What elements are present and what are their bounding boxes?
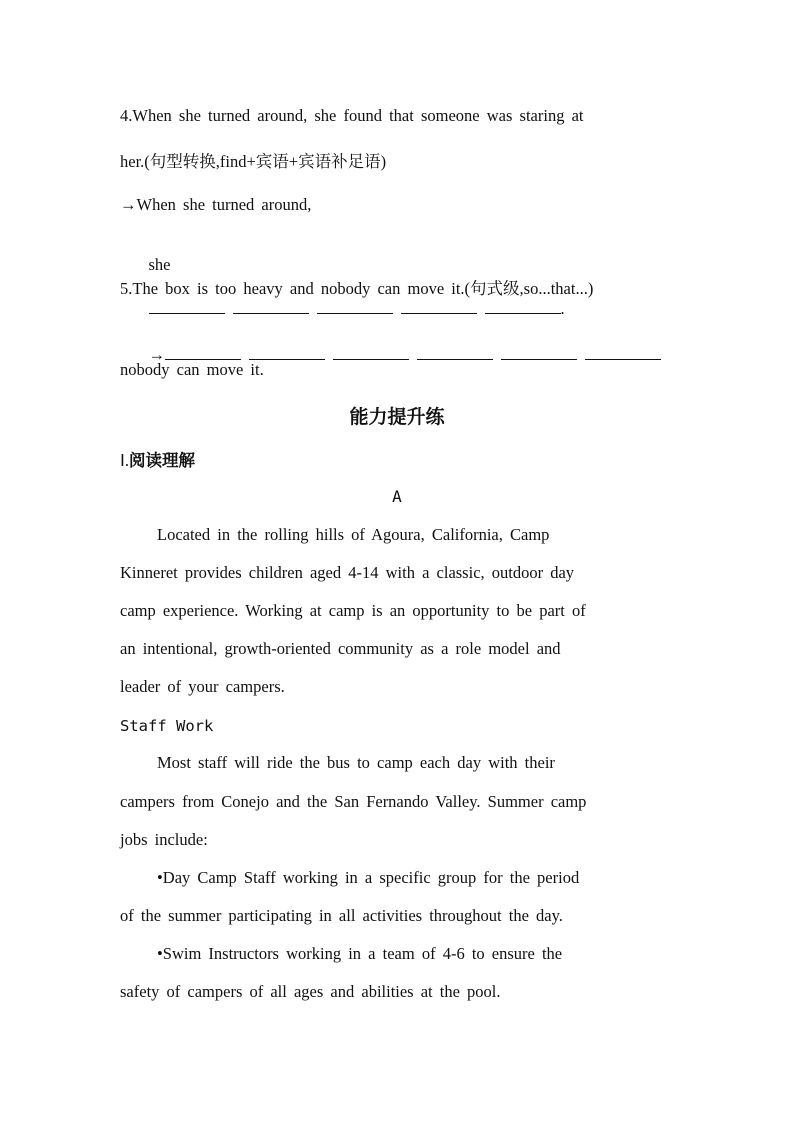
q4-line-1: 4.When she turned around, she found that someone was staring at — [120, 106, 584, 125]
answer-blank[interactable] — [317, 299, 393, 314]
answer-blank[interactable] — [333, 345, 409, 360]
bullet-line: safety of campers of all ages and abilities at the pool. — [120, 982, 501, 1001]
q4-period: . — [560, 299, 565, 318]
q4-arrow-line: →When she turned around, — [120, 195, 312, 214]
q5-line-1: 5.The box is too heavy and nobody can move it.(句式级,so...that...) — [120, 279, 594, 298]
q4-line-2: her.(句型转换,find+宾语+宾语补足语) — [120, 152, 387, 171]
q5-line-3: nobody can move it. — [120, 360, 264, 379]
answer-blank[interactable] — [149, 299, 225, 314]
passage-line: jobs include: — [120, 830, 208, 849]
staff-work-subheading: Staff Work — [120, 717, 214, 735]
passage-line: leader of your campers. — [120, 677, 285, 696]
answer-blank[interactable] — [233, 299, 309, 314]
section-title: 能力提升练 — [349, 406, 445, 428]
passage-line: campers from Conejo and the San Fernando Valley. Summer camp — [120, 792, 587, 811]
answer-blank[interactable] — [249, 345, 325, 360]
bullet-line: of the summer participating in all activities throughout the day. — [120, 906, 563, 925]
q4-she: she — [148, 255, 171, 274]
passage-line: Kinneret provides children aged 4-14 with a classic, outdoor day — [120, 563, 575, 582]
roman-numeral: Ⅰ. — [120, 451, 129, 470]
answer-blank[interactable] — [485, 299, 561, 314]
answer-blank[interactable] — [417, 345, 493, 360]
bullet-line: •Day Camp Staff working in a specific group for the period — [157, 868, 580, 887]
reading-heading-text: 阅读理解 — [129, 451, 195, 470]
answer-blank[interactable] — [585, 345, 661, 360]
answer-blank[interactable] — [165, 345, 241, 360]
passage-line: an intentional, growth-oriented community as a role model and — [120, 639, 561, 658]
passage-line: Located in the rolling hills of Agoura, California, Camp — [157, 525, 550, 544]
answer-blank[interactable] — [401, 299, 477, 314]
bullet-line: •Swim Instructors working in a team of 4-6 to ensure the — [157, 944, 563, 963]
reading-heading — [120, 447, 195, 471]
passage-label: A — [392, 487, 402, 506]
q5-arrow: → — [148, 345, 165, 364]
passage-line: camp experience. Working at camp is an opportunity to be part of — [120, 601, 586, 620]
answer-blank[interactable] — [501, 345, 577, 360]
passage-line: Most staff will ride the bus to camp each day with their — [157, 753, 555, 772]
